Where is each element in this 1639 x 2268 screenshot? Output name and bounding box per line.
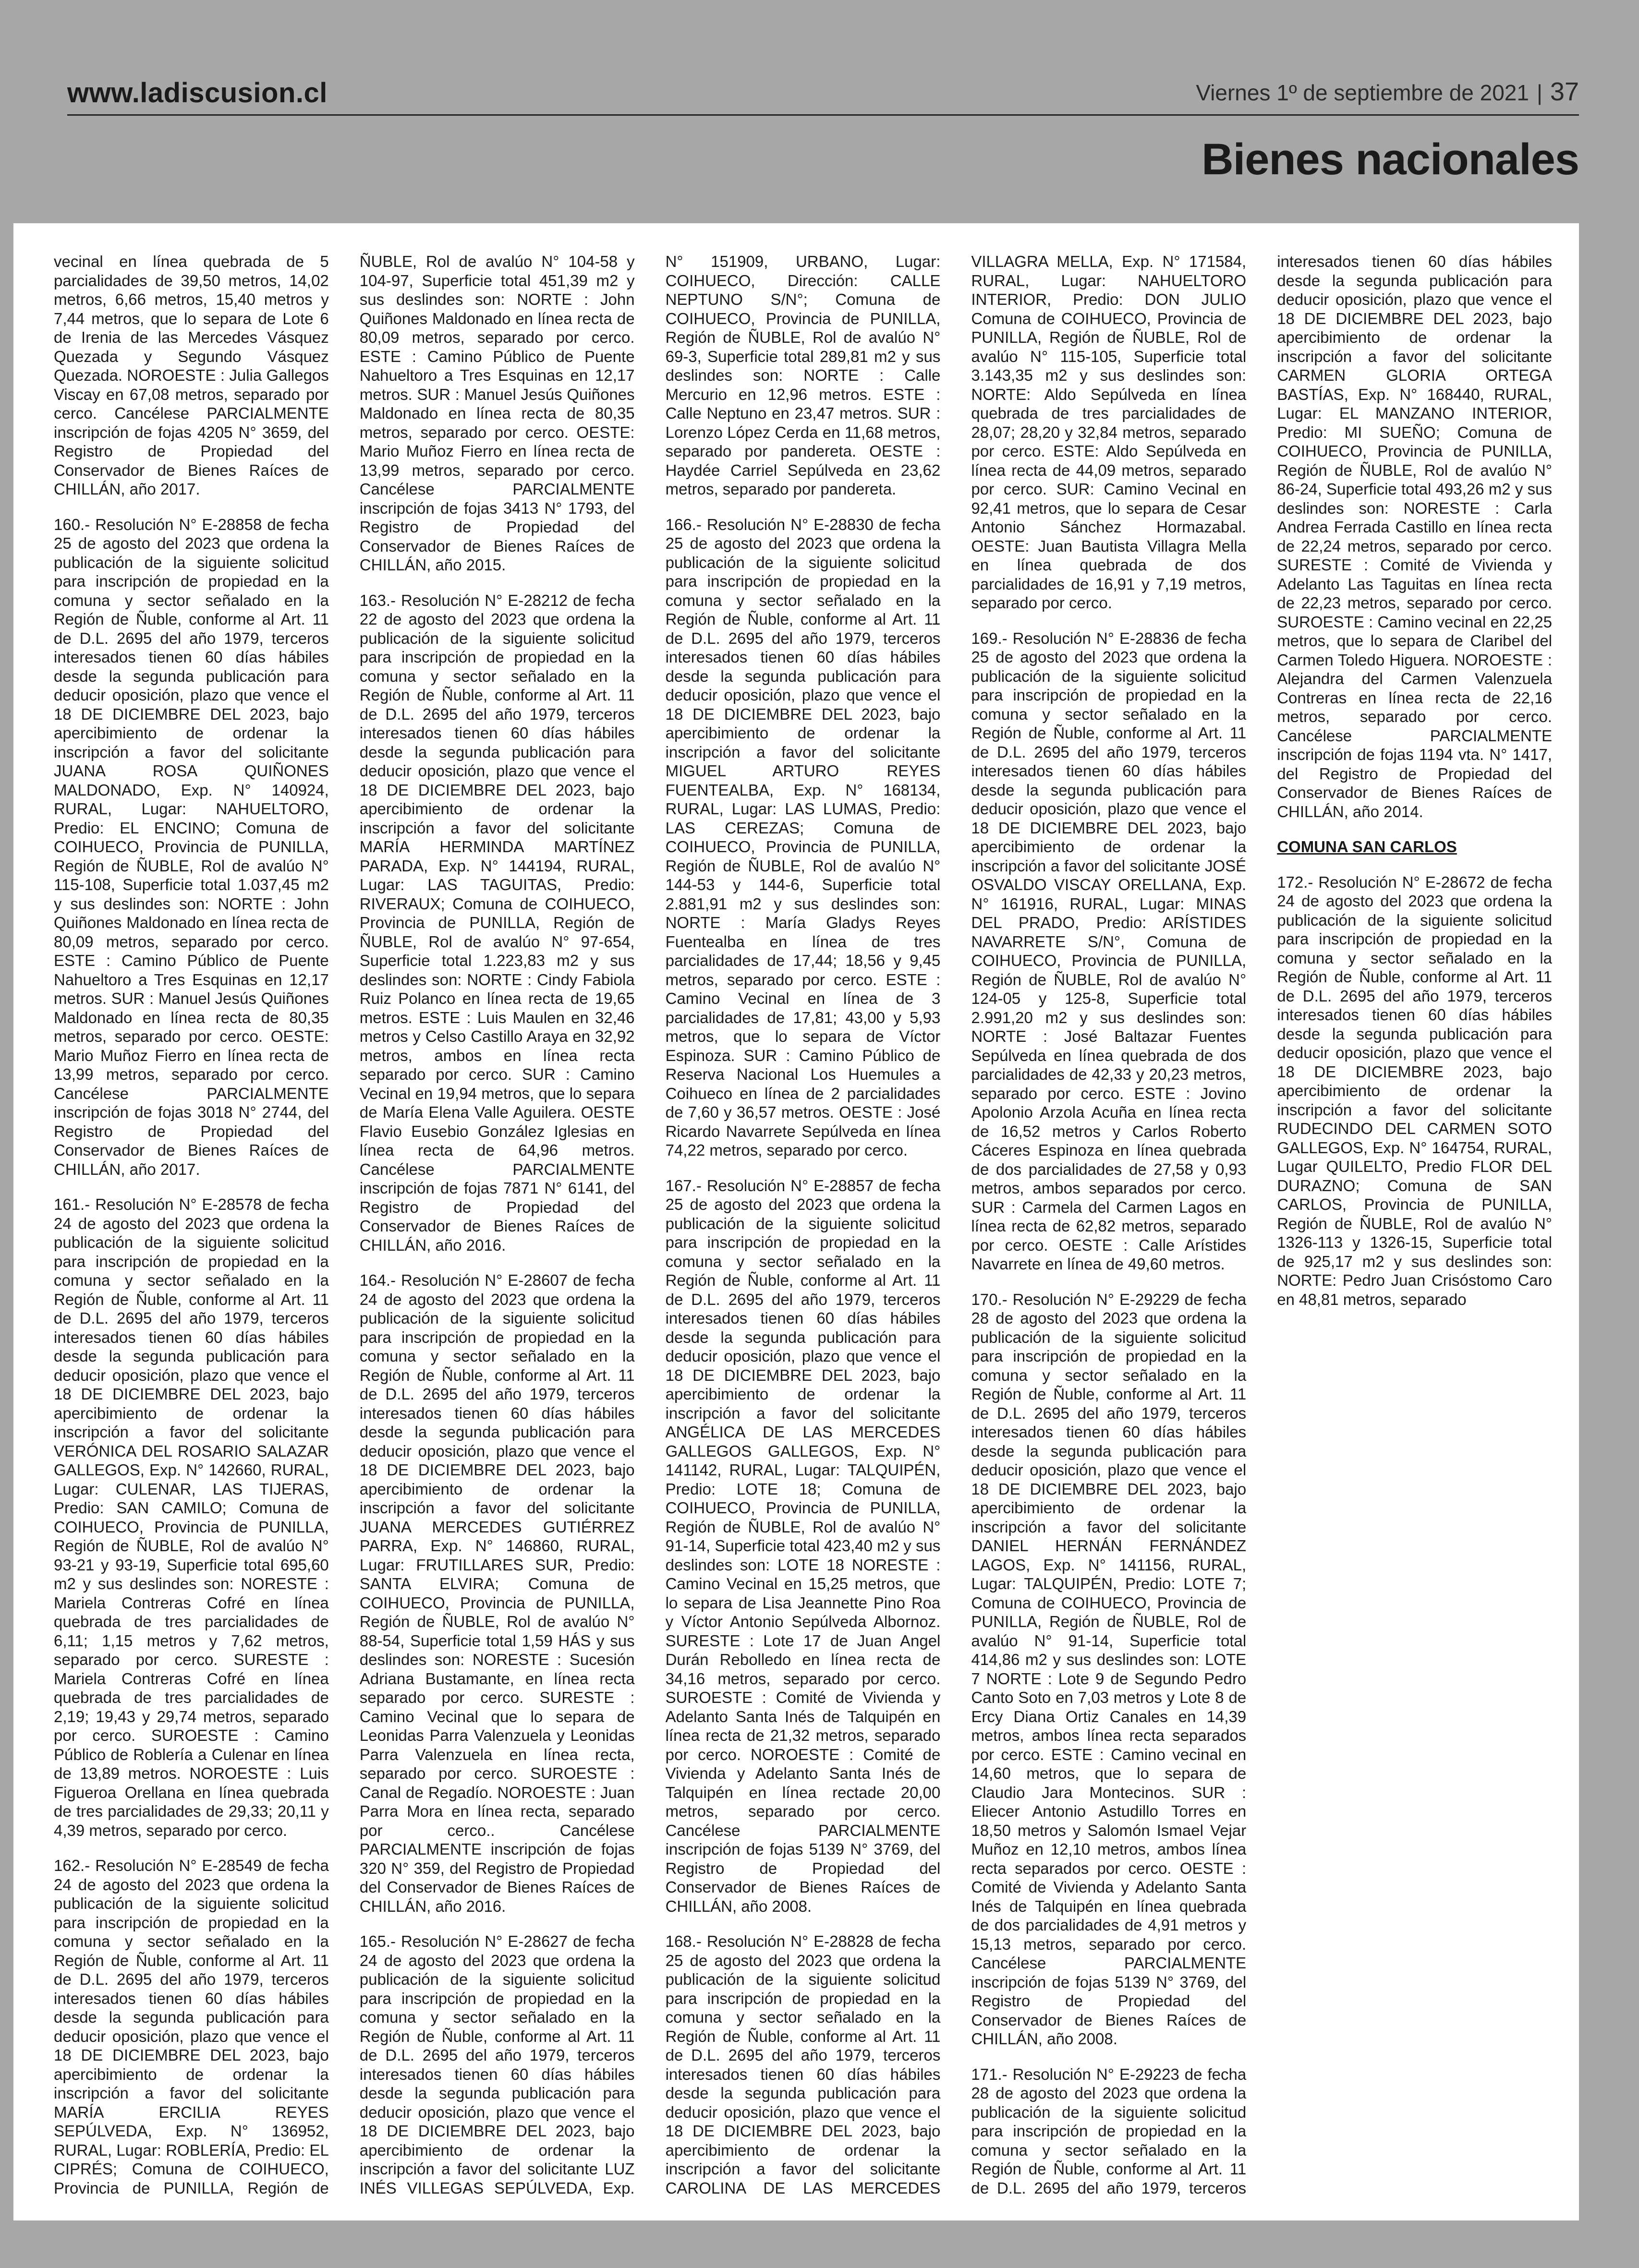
notice-block: 165.- Resolución N° E-28627 de fecha 24 de agosto del 2023 que ordena la publicación de la siguiente solicitud para inscripción de propiedad en la comuna y sector señalado en la Región de Ñuble, conforme al Art. 11 de D.L. 2695 del año 1979, terceros interesados tienen 60 días hábiles desde la segunda publicación para deducir oposición, plazo que vence el 18 DE DICIEMBRE DEL 2023, bajo apercibimiento de ordenar la inscripción a favor del solicitante LUZ INÉS VILLEGAS SEPÚLVEDA, Exp. N° 151909, URBANO, Lugar: COIHUECO, Dirección: CALLE NEPTUNO S/N°; Comuna de COIHUECO, Provincia de PUNILLA, Región de ÑUBLE, Rol de avalúo N° 69-3, Superficie total 289,81 m2 y sus deslindes son: NORTE : Calle Mercurio en 12,96 metros. ESTE : Calle Neptuno en 23,47 metros. SUR : Lorenzo López Cerda en 11,68 metros, separado por pandereta. OESTE : Haydée Carriel Sepúlveda en 23,62 metros, separado por pandereta. [359, 253, 941, 2197]
notice-block: 160.- Resolución N° E-28858 de fecha 25 de agosto del 2023 que ordena la publicación de la siguiente solicitud para inscripción de propiedad en la comuna y sector señalado en la Región de Ñuble, conforme al Art. 11 de D.L. 2695 del año 1979, terceros interesados tienen 60 días hábiles desde la segunda publicación para deducir oposición, plazo que vence el 18 DE DICIEMBRE DEL 2023, bajo apercibimiento de ordenar la inscripción a favor del solicitante JUANA ROSA QUIÑONES MALDONADO, Exp. N° 140924, RURAL, Lugar: NAHUELTORO, Predio: EL ENCINO; Comuna de COIHUECO, Provincia de PUNILLA, Región de ÑUBLE, Rol de avalúo N° 115-108, Superficie total 1.037,45 m2 y sus deslindes son: NORTE : John Quiñones Maldonado en línea recta de 80,09 metros, separado por cerco. ESTE : Camino Público de Puente Nahueltoro a Tres Esquinas en 12,17 metros. SUR : Manuel Jesús Quiñones Maldonado en línea recta de 80,35 metros, separado por cerco. OESTE: Mario Muñoz Fierro en línea recta de 13,99 metros, separado por cerco. Cancélese PARCIALMENTE inscripción de fojas 3018 N° 2744, del Registro de Propiedad del Conservador de Bienes Raíces de CHILLÁN, año 2017. [54, 515, 329, 1178]
notice-block: 162.- Resolución N° E-28549 de fecha 24 de agosto del 2023 que ordena la publicación de la siguiente solicitud para inscripción de propiedad en la comuna y sector señalado en la Región de Ñuble, conforme al Art. 11 de D.L. 2695 del año 1979, terceros interesados tienen 60 días hábiles desde la segunda publicación para deducir oposición, plazo que vence el 18 DE DICIEMBRE DEL 2023, bajo apercibimiento de ordenar la inscripción a favor del solicitante MARÍA ERCILIA REYES SEPÚLVEDA, Exp. N° 136952, RURAL, Lugar: ROBLERÍA, Predio: EL CIPRÉS; Comuna de COIHUECO, Provincia de PUNILLA, Región de ÑUBLE, Rol de avalúo N° 104-58 y 104-97, Superficie total 451,39 m2 y sus deslindes son: NORTE : John Quiñones Maldonado en línea recta de 80,09 metros, separado por cerco. ESTE : Camino Público de Puente Nahueltoro a Tres Esquinas en 12,17 metros. SUR : Manuel Jesús Quiñones Maldonado en línea recta de 80,35 metros, separado por cerco. OESTE: Mario Muñoz Fierro en línea recta de 13,99 metros, separado por cerco. Cancélese PARCIALMENTE inscripción de fojas 3413 N° 1793, del Registro de Propiedad del Conservador de Bienes Raíces de CHILLÁN, año 2015. [54, 253, 635, 2197]
comuna-heading: COMUNA SAN CARLOS [1277, 838, 1457, 856]
issue-date-page [1196, 77, 1579, 107]
date-separator: | [1536, 80, 1542, 105]
notice-block: 163.- Resolución N° E-28212 de fecha 22 de agosto del 2023 que ordena la publicación de la siguiente solicitud para inscripción de propiedad en la comuna y sector señalado en la Región de Ñuble, conforme al Art. 11 de D.L. 2695 del año 1979, terceros interesados tienen 60 días hábiles desde la segunda publicación para deducir oposición, plazo que vence el 18 DE DICIEMBRE DEL 2023, bajo apercibimiento de ordenar la inscripción a favor del solicitante MARÍA HERMINDA MARTÍNEZ PARADA, Exp. N° 144194, RURAL, Lugar: LAS TAGUITAS, Predio: RIVERAUX; Comuna de COIHUECO, Provincia de PUNILLA, Región de ÑUBLE, Rol de avalúo N° 97-654, Superficie total 1.223,83 m2 y sus deslindes son: NORTE : Cindy Fabiola Ruiz Polanco en línea recta de 19,65 metros. ESTE : Luis Maulen en 32,46 metros y Celso Castillo Araya en 32,92 metros, ambos en línea recta separado por cerco. SUR : Camino Vecinal en 19,94 metros, que lo separa de María Elena Valle Aguilera. OESTE Flavio Eusebio González Iglesias en línea recta de 64,96 metros. Cancélese PARCIALMENTE inscripción de fojas 7871 N° 6141, del Registro de Propiedad del Conservador de Bienes Raíces de CHILLÁN, año 2016. [359, 591, 635, 1254]
notice-block: 161.- Resolución N° E-28578 de fecha 24 de agosto del 2023 que ordena la publicación de la siguiente solicitud para inscripción de propiedad en la comuna y sector señalado en la Región de Ñuble, conforme al Art. 11 de D.L. 2695 del año 1979, terceros interesados tienen 60 días hábiles desde la segunda publicación para deducir oposición, plazo que vence el 18 DE DICIEMBRE DEL 2023, bajo apercibimiento de ordenar la inscripción a favor del solicitante VERÓNICA DEL ROSARIO SALAZAR GALLEGOS, Exp. N° 142660, RURAL, Lugar: CULENAR, LAS TIJERAS, Predio: SAN CAMILO; Comuna de COIHUECO, Provincia de PUNILLA, Región de ÑUBLE, Rol de avalúo N° 93-21 y 93-19, Superficie total 695,60 m2 y sus deslindes son: NORESTE : Mariela Contreras Cofré en línea quebrada de tres parcialidades de 6,11; 1,15 metros y 7,62 metros, separado por cerco. SURESTE : Mariela Contreras Cofré en línea quebrada de tres parcialidades de 2,19; 19,43 y 29,74 metros, separado por cerco. SUROESTE : Camino Público de Roblería a Culenar en línea de 13,89 metros. NOROESTE : Luis Figueroa Orellana en línea quebrada de tres parcialidades de 29,33; 20,11 y 4,39 metros, separado por cerco. [54, 1195, 329, 1839]
notice-block: 164.- Resolución N° E-28607 de fecha 24 de agosto del 2023 que ordena la publicación de la siguiente solicitud para inscripción de propiedad en la comuna y sector señalado en la Región de Ñuble, conforme al Art. 11 de D.L. 2695 del año 1979, terceros interesados tienen 60 días hábiles desde la segunda publicación para deducir oposición, plazo que vence el 18 DE DICIEMBRE DEL 2023, bajo apercibimiento de ordenar la inscripción a favor del solicitante JUANA MERCEDES GUTIÉRREZ PARRA, Exp. N° 146860, RURAL, Lugar: FRUTILLARES SUR, Predio: SANTA ELVIRA; Comuna de COIHUECO, Provincia de PUNILLA, Región de ÑUBLE, Rol de avalúo N° 88-54, Superficie total 1,59 HÁS y sus deslindes son: NORESTE : Sucesión Adriana Bustamante, en línea recta separado por cerco. SURESTE : Camino Vecinal que lo separa de Leonidas Parra Valenzuela y Leonidas Parra Valenzuela en línea recta, separado por cerco. SUROESTE : Canal de Regadío. NOROESTE : Juan Parra Mora en línea recta, separado por cerco.. Cancélese PARCIALMENTE inscripción de fojas 320 N° 359, del Registro de Propiedad del Conservador de Bienes Raíces de CHILLÁN, año 2016. [359, 1271, 635, 1915]
notice-block: 166.- Resolución N° E-28830 de fecha 25 de agosto del 2023 que ordena la publicación de la siguiente solicitud para inscripción de propiedad en la comuna y sector señalado en la Región de Ñuble, conforme al Art. 11 de D.L. 2695 del año 1979, terceros interesados tienen 60 días hábiles desde la segunda publicación para deducir oposición, plazo que vence el 18 DE DICIEMBRE DEL 2023, bajo apercibimiento de ordenar la inscripción a favor del solicitante MIGUEL ARTURO REYES FUENTEALBA, Exp. N° 168134, RURAL, Lugar: LAS LUMAS, Predio: LAS CEREZAS; Comuna de COIHUECO, Provincia de PUNILLA, Región de ÑUBLE, Rol de avalúo N° 144-53 y 144-6, Superficie total 2.881,91 m2 y sus deslindes son: NORTE : María Gladys Reyes Fuentealba en línea de tres parcialidades de 17,44; 18,56 y 9,45 metros, separado por cerco. ESTE : Camino Vecinal en línea de 3 parcialidades de 17,81; 43,00 y 5,93 metros, que lo separa de Víctor Espinoza. SUR : Camino Público de Reserva Nacional Los Huemules a Coihueco en línea de 2 parcialidades de 7,60 y 36,57 metros. OESTE : José Ricardo Navarrete Sepúlveda en línea 74,22 metros, separado por cerco. [665, 515, 941, 1159]
notice-block: 169.- Resolución N° E-28836 de fecha 25 de agosto del 2023 que ordena la publicación de la siguiente solicitud para inscripción de propiedad en la comuna y sector señalado en la Región de Ñuble, conforme al Art. 11 de D.L. 2695 del año 1979, terceros interesados tienen 60 días hábiles desde la segunda publicación para deducir oposición, plazo que vence el 18 DE DICIEMBRE DEL 2023, bajo apercibimiento de ordenar la inscripción a favor del solicitante JOSÉ OSVALDO VISCAY ORELLANA, Exp. N° 161916, RURAL, Lugar: MINAS DEL PRADO, Predio: ARÍSTIDES NAVARRETE S/N°, Comuna de COIHUECO, Provincia de PUNILLA, Región de ÑUBLE, Rol de avalúo N° 124-05 y 125-8, Superficie total 2.991,20 m2 y sus deslindes son: NORTE : José Baltazar Fuentes Sepúlveda en línea quebrada de dos parcialidades de 42,33 y 20,23 metros, separado por cerco. ESTE : Jovino Apolonio Arzola Acuña en línea recta de 16,52 metros y Carlos Roberto Cáceres Espinoza en línea quebrada de dos parcialidades de 27,58 y 0,93 metros, ambos separados por cerco. SUR : Carmela del Carmen Lagos en línea recta de 62,82 metros, separado por cerco. OESTE : Calle Arístides Navarrete en línea de 49,60 metros. [971, 629, 1247, 1273]
section-title: Bienes nacionales [1202, 135, 1579, 184]
notice-block: 171.- Resolución N° E-29223 de fecha 28 de agosto del 2023 que ordena la publicación de la siguiente solicitud para inscripción de propiedad en la comuna y sector señalado en la Región de Ñuble, conforme al Art. 11 de D.L. 2695 del año 1979, terceros interesados tienen 60 días hábiles desde la segunda publicación para deducir oposición, plazo que vence el 18 DE DICIEMBRE DEL 2023, bajo apercibimiento de ordenar la inscripción a favor del solicitante CARMEN GLORIA ORTEGA BASTÍAS, Exp. N° 168440, RURAL, Lugar: EL MANZANO INTERIOR, Predio: MI SUEÑO; Comuna de COIHUECO, Provincia de PUNILLA, Región de ÑUBLE, Rol de avalúo N° 86-24, Superficie total 493,26 m2 y sus deslindes son: NORESTE : Carla Andrea Ferrada Castillo en línea recta de 22,24 metros, separado por cerco. SURESTE : Comité de Vivienda y Adelanto Las Taguitas en línea recta de 22,23 metros, separado por cerco. SUROESTE : Camino vecinal en 22,25 metros, que lo separa de Claribel del Carmen Toledo Higuera. NOROESTE : Alejandra del Carmen Valenzuela Contreras en línea recta de 22,16 metros, separado por cerco. Cancélese PARCIALMENTE inscripción de fojas 1194 vta. N° 1417, del Registro de Propiedad del Conservador de Bienes Raíces de CHILLÁN, año 2014. [971, 253, 1552, 2197]
notice-block: 168.- Resolución N° E-28828 de fecha 25 de agosto del 2023 que ordena la publicación de la siguiente solicitud para inscripción de propiedad en la comuna y sector señalado en la Región de Ñuble, conforme al Art. 11 de D.L. 2695 del año 1979, terceros interesados tienen 60 días hábiles desde la segunda publicación para deducir oposición, plazo que vence el 18 DE DICIEMBRE DEL 2023, bajo apercibimiento de ordenar la inscripción a favor del solicitante CAROLINA DE LAS MERCEDES VILLAGRA MELLA, Exp. N° 171584, RURAL, Lugar: NAHUELTORO INTERIOR, Predio: DON JULIO Comuna de COIHUECO, Provincia de PUNILLA, Región de ÑUBLE, Rol de avalúo N° 115-105, Superficie total 3.143,35 m2 y sus deslindes son: NORTE: Aldo Sepúlveda en línea quebrada de tres parcialidades de 28,07; 28,20 y 32,84 metros, separado por cerco. ESTE: Aldo Sepúlveda en línea recta de 44,09 metros, separado por cerco. SUR: Camino Vecinal en 92,41 metros, que lo separa de Cesar Antonio Sánchez Hormazabal. OESTE: Juan Bautista Villagra Mella en línea quebrada de dos parcialidades de 16,91 y 7,19 metros, separado por cerco. [665, 253, 1247, 2197]
issue-date: Viernes 1º de septiembre de 2021 [1196, 80, 1529, 105]
notices-columns [54, 252, 1552, 2211]
notice-block: vecinal en línea quebrada de 5 parcialidades de 39,50 metros, 14,02 metros, 6,66 metros, 15,40 metros y 7,44 metros, que lo separa de Lote 6 de Irenia de las Mercedes Vásquez Quezada y Segundo Vásquez Quezada. NOROESTE : Julia Gallegos Viscay en 67,08 metros, separado por cerco. Cancélese PARCIALMENTE inscripción de fojas 4205 N° 3659, del Registro de Propiedad del Conservador de Bienes Raíces de CHILLÁN, año 2017. [54, 253, 329, 498]
site-url[interactable]: www.ladiscusion.cl [67, 77, 328, 109]
notice-block: 167.- Resolución N° E-28857 de fecha 25 de agosto del 2023 que ordena la publicación de la siguiente solicitud para inscripción de propiedad en la comuna y sector señalado en la Región de Ñuble, conforme al Art. 11 de D.L. 2695 del año 1979, terceros interesados tienen 60 días hábiles desde la segunda publicación para deducir oposición, plazo que vence el 18 DE DICIEMBRE DEL 2023, bajo apercibimiento de ordenar la inscripción a favor del solicitante ANGÉLICA DE LAS MERCEDES GALLEGOS GALLEGOS, Exp. N° 141142, RURAL, Lugar: TALQUIPÉN, Predio: LOTE 18; Comuna de COIHUECO, Provincia de PUNILLA, Región de ÑUBLE, Rol de avalúo N° 91-14, Superficie total 423,40 m2 y sus deslindes son: LOTE 18 NORESTE : Camino Vecinal en 15,25 metros, que lo separa de Lisa Jeannette Pino Roa y Víctor Antonio Sepúlveda Albornoz. SURESTE : Lote 17 de Juan Angel Durán Rebolledo en línea recta de 34,16 metros, separado por cerco. SUROESTE : Comité de Vivienda y Adelanto Santa Inés de Talquipén en línea recta de 21,32 metros, separado por cerco. NOROESTE : Comité de Vivienda y Adelanto Santa Inés de Talquipén en línea rectade 20,00 metros, separado por cerco. Cancélese PARCIALMENTE inscripción de fojas 5139 N° 3769, del Registro de Propiedad del Conservador de Bienes Raíces de CHILLÁN, año 2008. [665, 1176, 941, 1915]
notice-block: 172.- Resolución N° E-28672 de fecha 24 de agosto del 2023 que ordena la publicación de la siguiente solicitud para inscripción de propiedad en la comuna y sector señalado en la Región de Ñuble, conforme al Art. 11 de D.L. 2695 del año 1979, terceros interesados tienen 60 días hábiles desde la segunda publicación para deducir oposición, plazo que vence el 18 DE DICIEMBRE 2023, bajo apercibimiento de ordenar la inscripción a favor del solicitante RUDECINDO DEL CARMEN SOTO GALLEGOS, Exp. N° 164754, RURAL, Lugar QUILELTO, Predio FLOR DEL DURAZNO; Comuna de SAN CARLOS, Provincia de PUNILLA, Región de ÑUBLE, Rol de avalúo N° 1326-113 y 1326-15, Superficie total de 925,17 m2 y sus deslindes son: NORTE: Pedro Juan Crisóstomo Caro en 48,81 metros, separado [1277, 873, 1552, 1308]
notice-block: 170.- Resolución N° E-29229 de fecha 28 de agosto del 2023 que ordena la publicación de la siguiente solicitud para inscripción de propiedad en la comuna y sector señalado en la Región de Ñuble, conforme al Art. 11 de D.L. 2695 del año 1979, terceros interesados tienen 60 días hábiles desde la segunda publicación para deducir oposición, plazo que vence el 18 DE DICIEMBRE DEL 2023, bajo apercibimiento de ordenar la inscripción a favor del solicitante DANIEL HERNÁN FERNÁNDEZ LAGOS, Exp. N° 141156, RURAL, Lugar: TALQUIPÉN, Predio: LOTE 7; Comuna de COIHUECO, Provincia de PUNILLA, Región de ÑUBLE, Rol de avalúo N° 91-14, Superficie total 414,86 m2 y sus deslindes son: LOTE 7 NORTE : Lote 9 de Segundo Pedro Canto Soto en 7,03 metros y Lote 8 de Ercy Diana Ortiz Canales en 14,39 metros, ambos línea recta separados por cerco. ESTE : Camino vecinal en 14,60 metros, que lo separa de Claudio Jara Montecinos. SUR : Eliecer Antonio Astudillo Torres en 18,50 metros y Salomón Ismael Vejar Muñoz en 12,10 metros, ambos línea recta separados por cerco. OESTE : Comité de Vivienda y Adelanto Santa Inés de Talquipén en línea quebrada de dos parcialidades de 4,91 metros y 15,13 metros, separado por cerco. Cancélese PARCIALMENTE inscripción de fojas 5139 N° 3769, del Registro de Propiedad del Conservador de Bienes Raíces de CHILLÁN, año 2008. [971, 1290, 1247, 2048]
header-rule [67, 114, 1579, 116]
page-number: 37 [1550, 77, 1579, 106]
